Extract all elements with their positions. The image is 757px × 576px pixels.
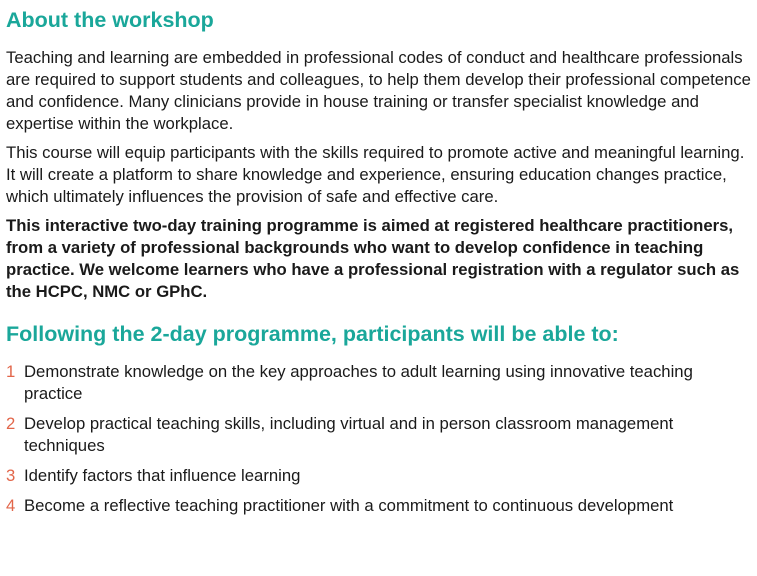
list-item-number: 4 [6,496,16,515]
about-heading: About the workshop [6,8,214,32]
list-item-text: Identify factors that influence learning [24,466,301,485]
list-item-text: Become a reflective teaching practitioner with a commitment to continuous development [24,496,674,515]
list-item-number: 2 [6,414,16,433]
list-item-text: Demonstrate knowledge on the key approaches to adult learning using innovative teaching practice [24,362,693,403]
list-item-number: 3 [6,466,16,485]
list-item-number: 1 [6,362,16,381]
list-item [6,413,751,457]
target-audience-paragraph: This interactive two-day training programme is aimed at registered healthcare practitioners, from a variety of professional backgrounds who want to develop confidence in teaching practice. We welcome learners who have a professional registration with a regulator such as the HCPC, NMC or GPhC. [6,216,740,301]
intro-paragraph: Teaching and learning are embedded in professional codes of conduct and healthcare professionals are required to support students and colleagues, to help them develop their professional competence and confidence. Many clinicians provide in house training or transfer specialist knowledge and expertise within the workplace. [6,48,751,133]
course-description-paragraph: This course will equip participants with the skills required to promote active and meaningful learning. It will create a platform to share knowledge and experience, ensuring education changes practice, which ultimately influences the provision of safe and effective care. [6,143,745,206]
outcomes-heading: Following the 2-day programme, participants will be able to: [6,322,619,346]
outcomes-list [6,361,751,517]
list-item [6,495,751,517]
list-item-text: Develop practical teaching skills, including virtual and in person classroom management techniques [24,414,674,455]
list-item [6,465,751,487]
list-item [6,361,751,405]
